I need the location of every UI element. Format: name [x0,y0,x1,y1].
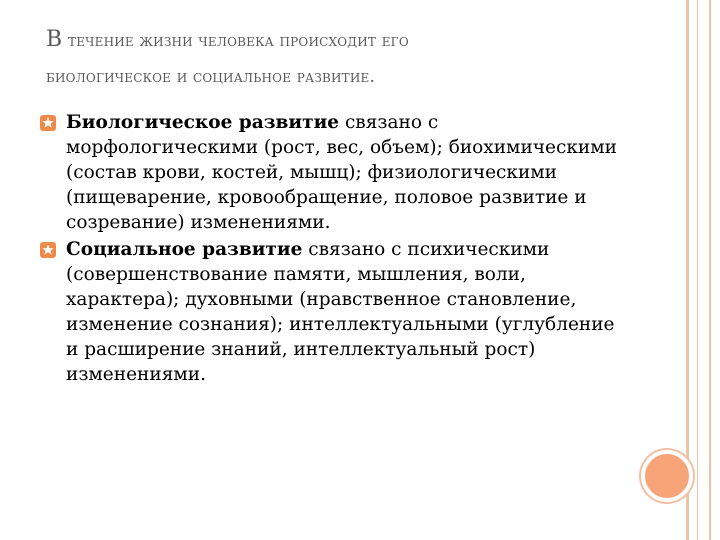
star-bullet-icon [40,115,56,131]
list-item [40,237,630,387]
title-line-2: биологическое и социальное развитие. [46,67,376,87]
list-item [40,110,630,235]
decorative-line [697,0,698,540]
bullet-list [40,110,630,389]
item-lead: Социальное развитие [66,239,303,260]
slide-title [46,22,666,95]
title-line-1 [46,22,666,59]
title-initial: В [46,27,63,52]
item-text: связано с морфологическими (рост, вес, объем); биохимическими (состав крови, костей, мышц); физиологическими (пищеварение, кровообращение, половое развитие и созревание) изменениями. [66,112,617,233]
item-text: связано с психическими (совершенствование памяти, мышления, воли, характера); духовными (нравственное становление, изменение сознания); интеллектуальными (углубление и расширение знаний, интеллектуальный рост) изменениями. [66,239,615,385]
item-lead: Биологическое развитие [66,112,340,133]
decorative-line [709,0,711,540]
star-bullet-icon [40,242,56,258]
title-line-1-text: течение жизни человека происходит его [67,31,409,51]
orange-circle [641,450,693,502]
